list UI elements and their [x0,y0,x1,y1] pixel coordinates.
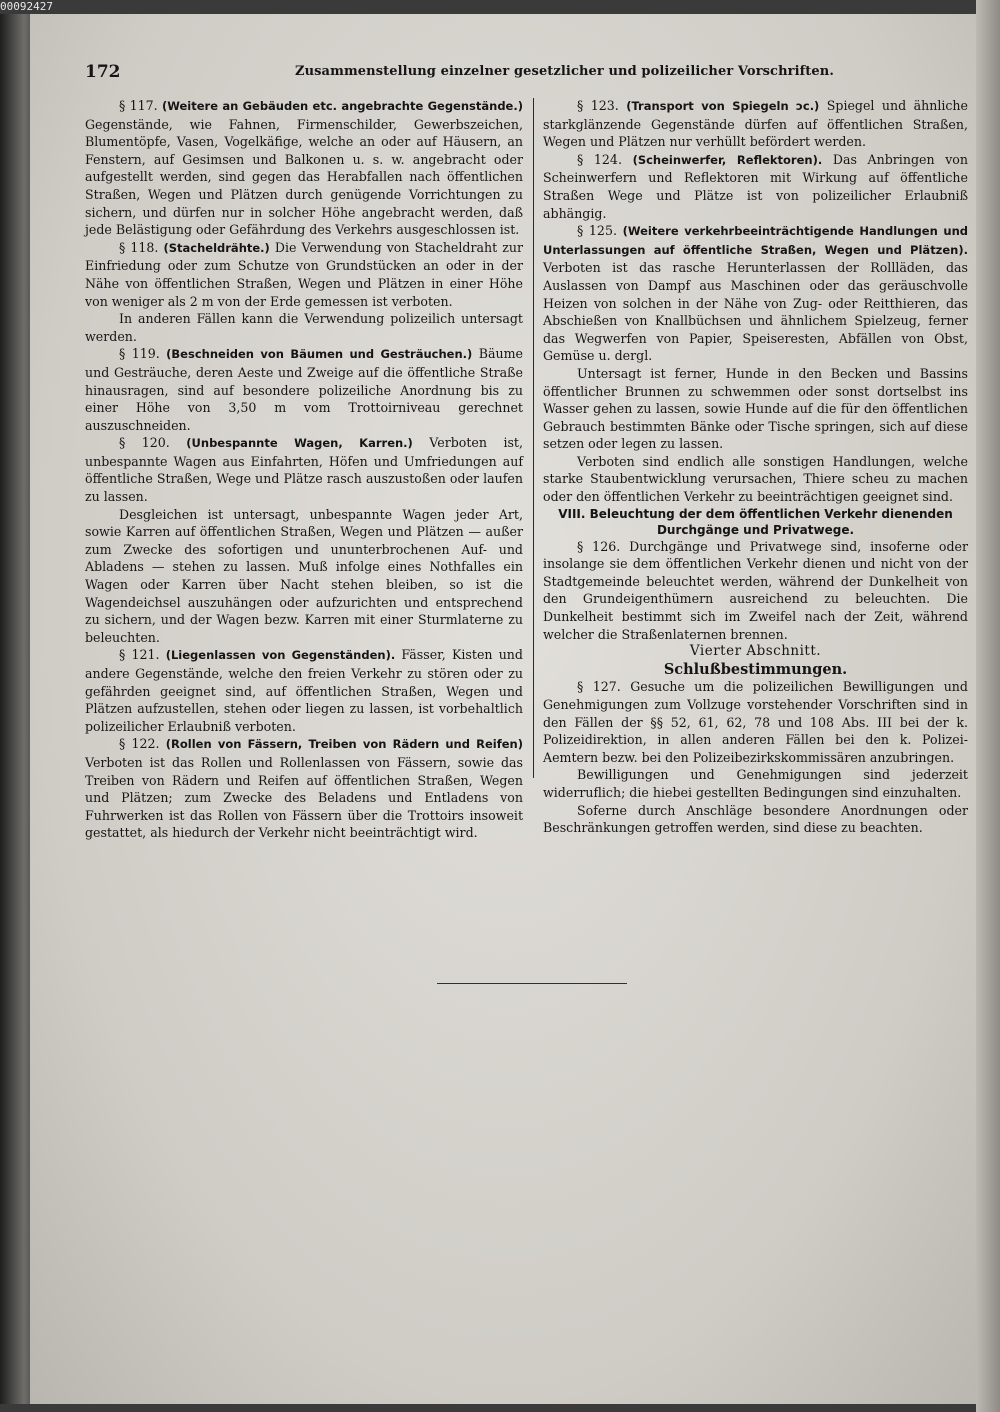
section-127 [543,678,968,766]
section-117 [85,97,523,239]
section-heading: Schlußbestimmungen. [663,660,848,678]
section-number: § 125. [577,223,617,239]
section-125-para2: Untersagt ist ferner, Hunde in den Becken und Bassins öffentlicher Brunnen zu schwemmen oder sonst dortselbst ins Wasser gehen zu lassen, sowie Hunde auf die für den öffentlichen Gebrauch bestimmten Bänke oder Tische springen, sich auf diese setzen oder legen zu lassen. [543,365,968,452]
section-number: § 126. [577,538,621,554]
right-column [543,97,968,837]
section-120 [85,434,523,505]
section-number: § 124. [577,151,622,167]
section-126 [543,538,968,644]
section-title: (Rollen von Fässern, Treiben von Rädern und Reifen) [165,737,523,752]
section-text: Spiegel und ähnliche starkglänzende Gegenstände dürfen auf öffentlichen Straßen, Wegen und Plätzen nur verhüllt befördert werden. [543,98,968,150]
section-125 [543,222,968,365]
section-121 [85,646,523,735]
section-text: Durchgänge und Privatwege sind, insoferne oder insolange sie dem öffentlichen Verkehr dienen und nicht von der Stadtgemeinde beleuchtet werden, während der Dunkelheit von den Grundeigenthümern ausreichend zu beleuchten. Die Dunkelheit bestimmt sich im Zweifel nach der Zeit, während welcher die Straßenlaternen brennen. [543,538,968,642]
section-label: Vierter Abschnitt. [689,643,822,660]
facing-page-edge [976,0,1000,1412]
section-text: Verboten ist, unbespannte Wagen aus Einfahrten, Höfen und Umfriedungen auf öffentliche Straßen, Wege und Plätze rasch auszustoßen oder laufen zu lassen. [85,435,524,505]
section-title: (Stacheldrähte.) [163,240,270,255]
section-number: § 127. [577,679,621,695]
section-text: Bäume und Gesträuche, deren Aeste und Zweige auf die öffentliche Straße hinausragen, sind auf besondere polizeiliche Anordnung bis zu einer Höhe von 3,50 m vom Trottoirniveau gerechnet auszuschneiden. [85,346,523,433]
page-number: 172 [85,62,121,82]
section-text: Fässer, Kisten und andere Gegenstände, welche den freien Verkehr zu stören oder zu gefährden geeignet sind, auf öffentlichen Straßen, Wegen und Plätzen aufzustellen, stehen oder liegen zu lassen, ist vorbehaltlich polizeilicher Erlaubniß verboten. [85,647,523,734]
section-text: Verboten ist das Rollen und Rollenlassen von Fässern, sowie das Treiben von Rädern und Reifen auf öffentlichen Straßen, Wegen und Plätzen; zum Zwecke des Beladens und Entladens von Fuhrwerken ist das Rollen von Fässern über die Trottoirs insoweit gestattet, als hiedurch der Verkehr nicht beeinträchtigt wird. [85,754,523,841]
section-number: § 119. [119,346,160,362]
section-title: (Scheinwerfer, Reflektoren). [632,152,823,167]
section-number: § 118. [119,239,159,255]
section-title: (Liegenlassen von Gegenständen). [165,648,396,663]
section-title: (Transport von Spiegeln ɔc.) [626,99,820,113]
column-divider [533,98,534,778]
section-118-para2: In anderen Fällen kann die Verwendung polizeilich untersagt werden. [85,311,523,344]
section-text: Das Anbringen von Scheinwerfern und Reflektoren mit Wirkung auf öffentliche Straßen Wege und Plätze ist von polizeilicher Erlaubniß abhängig. [543,151,968,221]
section-123 [543,97,968,151]
section-text: Verboten ist das rasche Herunterlassen der Rollläden, das Auslassen von Dampf aus Maschinen oder das geräuschvolle Heizen von solchen in der Nähe von Zug- oder Reitthieren, das Abschießen von Knallbüchsen und ähnlichem Spielzeug, ferner das Wegwerfen von Papier, Speiseresten, Abfällen von Obst, Gemüse u. dergl. [543,260,968,364]
section-text: Gesuche um die polizeilichen Bewilligungen und Genehmigungen zum Vollzuge vorstehender Vorschriften sind in den Fällen der §§ 52, 61, 62, 78 und 108 Abs. III bei der k. Polizeidirektion, in allen anderen Fällen bei den k. Polizei-Aemtern bezw. bei den Polizeibezirkskommissären anzubringen. [543,679,968,765]
section-title: (Unbespannte Wagen, Karren.) [186,436,413,451]
page-header [85,62,834,86]
chapter-heading-viii: VIII. Beleuchtung der dem öffentlichen Verkehr dienenden Durchgänge und Privatwege. [558,506,953,537]
section-number: § 120. [119,435,170,451]
section-119 [85,345,523,434]
section-127-para2: Bewilligungen und Genehmigungen sind jederzeit widerruflich; die hiebei gestellten Bedingungen sind einzuhalten. [543,767,968,800]
section-title: (Weitere verkehrbeeinträchtigende Handlungen und Unterlassungen auf öffentliche Straßen, Wegen und Plätzen). [543,224,968,257]
scan-id: 00092427 [0,0,53,13]
left-column [85,97,523,842]
section-118 [85,239,523,310]
running-title: Zusammenstellung einzelner gesetzlicher und polizeilicher Vorschriften. [295,64,834,79]
end-rule [437,983,627,984]
section-120-para2: Desgleichen ist untersagt, unbespannte Wagen jeder Art, sowie Karren auf öffentlichen Straßen, Wegen und Plätzen — außer zum Zwecke des sofortigen und ununterbrochenen Auf- und Abladens — stehen zu lassen. Muß infolge eines Nothfalles ein Wagen oder Karren über Nacht stehen bleiben, so ist die Wagendeichsel auszuhängen oder aufzurichten und entsprechend zu sichern, und der Wagen bezw. Karren mit einer Sturmlaterne zu beleuchten. [85,506,523,645]
section-text: Gegenstände, wie Fahnen, Firmenschilder, Gewerbszeichen, Blumentöpfe, Vasen, Vogelkäfige, welche an oder auf Häusern, an Fenstern, auf Gesimsen und Balkonen u. s. w. angebracht oder aufgestellt werden, sind gegen das Herabfallen nach öffentlichen Straßen, Wegen und Plätzen durch genügende Vorrichtungen zu sichern, und dürfen nur in solcher Höhe angebracht werden, daß jede Belästigung oder Gefährdung des Verkehrs ausgeschlossen ist. [85,116,523,238]
section-125-para3: Verboten sind endlich alle sonstigen Handlungen, welche starke Staubentwicklung verursachen, Thiere scheu zu machen oder den öffentlichen Verkehr zu beeinträchtigen geeignet sind. [543,453,968,505]
section-122 [85,735,523,842]
section-number: § 123. [577,98,619,113]
section-text: Die Verwendung von Stacheldraht zur Einfriedung oder zum Schutze von Grundstücken an oder in der Nähe von öffentlichen Straßen, Wegen und Plätzen in einer Höhe von weniger als 2 m von der Erde gemessen ist verboten. [85,239,523,309]
section-number: § 117. [119,98,158,113]
section-124 [543,151,968,222]
section-number: § 122. [119,736,160,752]
section-number: § 121. [119,647,160,663]
section-title: (Weitere an Gebäuden etc. angebrachte Gegenstände.) [161,99,523,113]
section-title: (Beschneiden von Bäumen und Gesträuchen.) [166,347,473,362]
section-127-para3: Soferne durch Anschläge besondere Anordnungen oder Beschränkungen getroffen werden, sind diese zu beachten. [543,802,968,836]
